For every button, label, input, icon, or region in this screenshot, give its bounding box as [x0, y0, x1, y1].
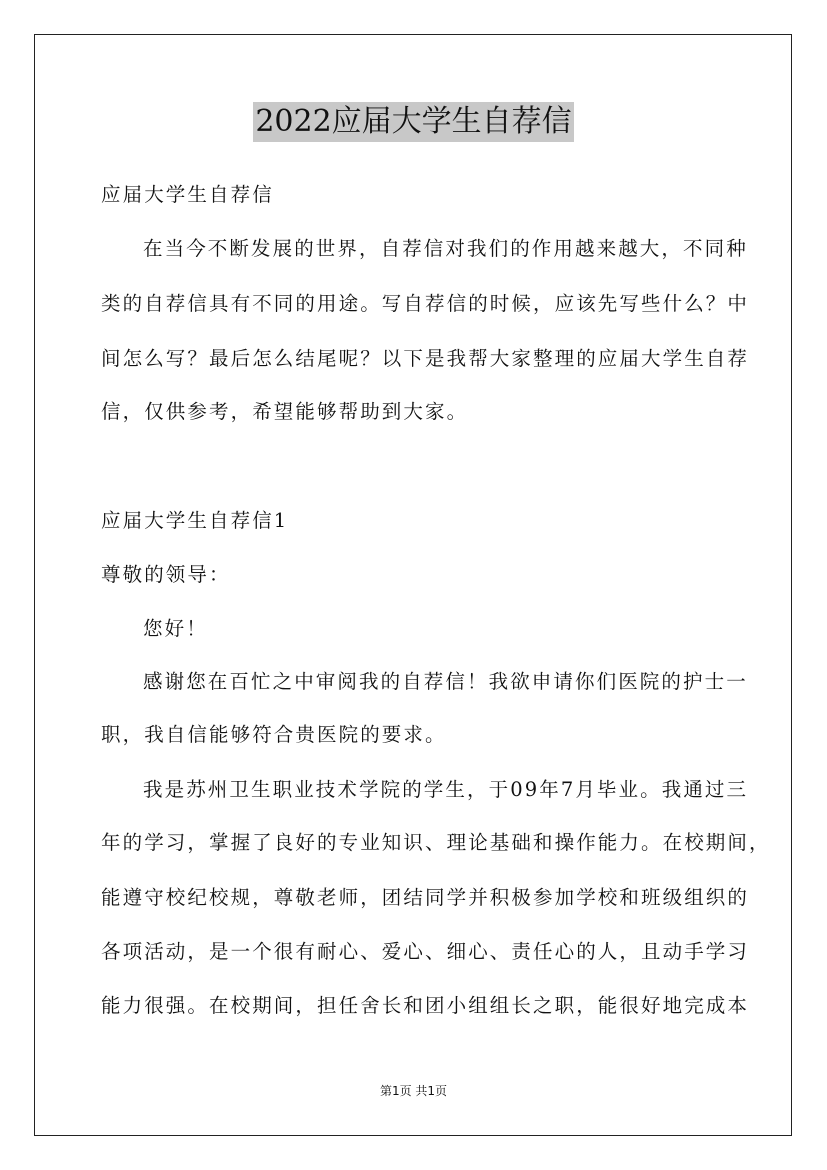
paragraph-line: 间怎么写？最后怎么结尾呢？以下是我帮大家整理的应届大学生自荐 [101, 347, 750, 370]
document-title: 2022应届大学生自荐信 [253, 102, 573, 142]
paragraph-line: 能遵守校纪校规，尊敬老师，团结同学并积极参加学校和班级组织的 [101, 886, 750, 909]
section-heading: 应届大学生自荐信1 [101, 509, 289, 532]
section-heading: 应届大学生自荐信 [101, 183, 274, 206]
paragraph-line: 类的自荐信具有不同的用途。写自荐信的时候，应该先写些什么？中 [101, 292, 750, 315]
paragraph-line: 在当今不断发展的世界，自荐信对我们的作用越来越大，不同种 [143, 237, 748, 260]
greeting: 您好！ [143, 617, 208, 640]
paragraph-line: 信，仅供参考，希望能够帮助到大家。 [101, 400, 469, 423]
paragraph-line: 职，我自信能够符合贵医院的要求。 [101, 723, 447, 746]
paragraph-line: 能力很强。在校期间，担任舍长和团小组组长之职，能很好地完成本 [101, 994, 750, 1017]
title-container [0, 102, 827, 142]
paragraph-line: 年的学习，掌握了良好的专业知识、理论基础和操作能力。在校期间， [101, 831, 771, 854]
paragraph-line: 感谢您在百忙之中审阅我的自荐信！我欲申请你们医院的护士一 [143, 670, 748, 693]
salutation: 尊敬的领导： [101, 563, 231, 586]
page-number: 第1页 共1页 [379, 1084, 448, 1098]
paragraph-line: 各项活动，是一个很有耐心、爱心、细心、责任心的人，且动手学习 [101, 940, 750, 963]
paragraph-line: 我是苏州卫生职业技术学院的学生，于09年7月毕业。我通过三 [143, 778, 749, 801]
